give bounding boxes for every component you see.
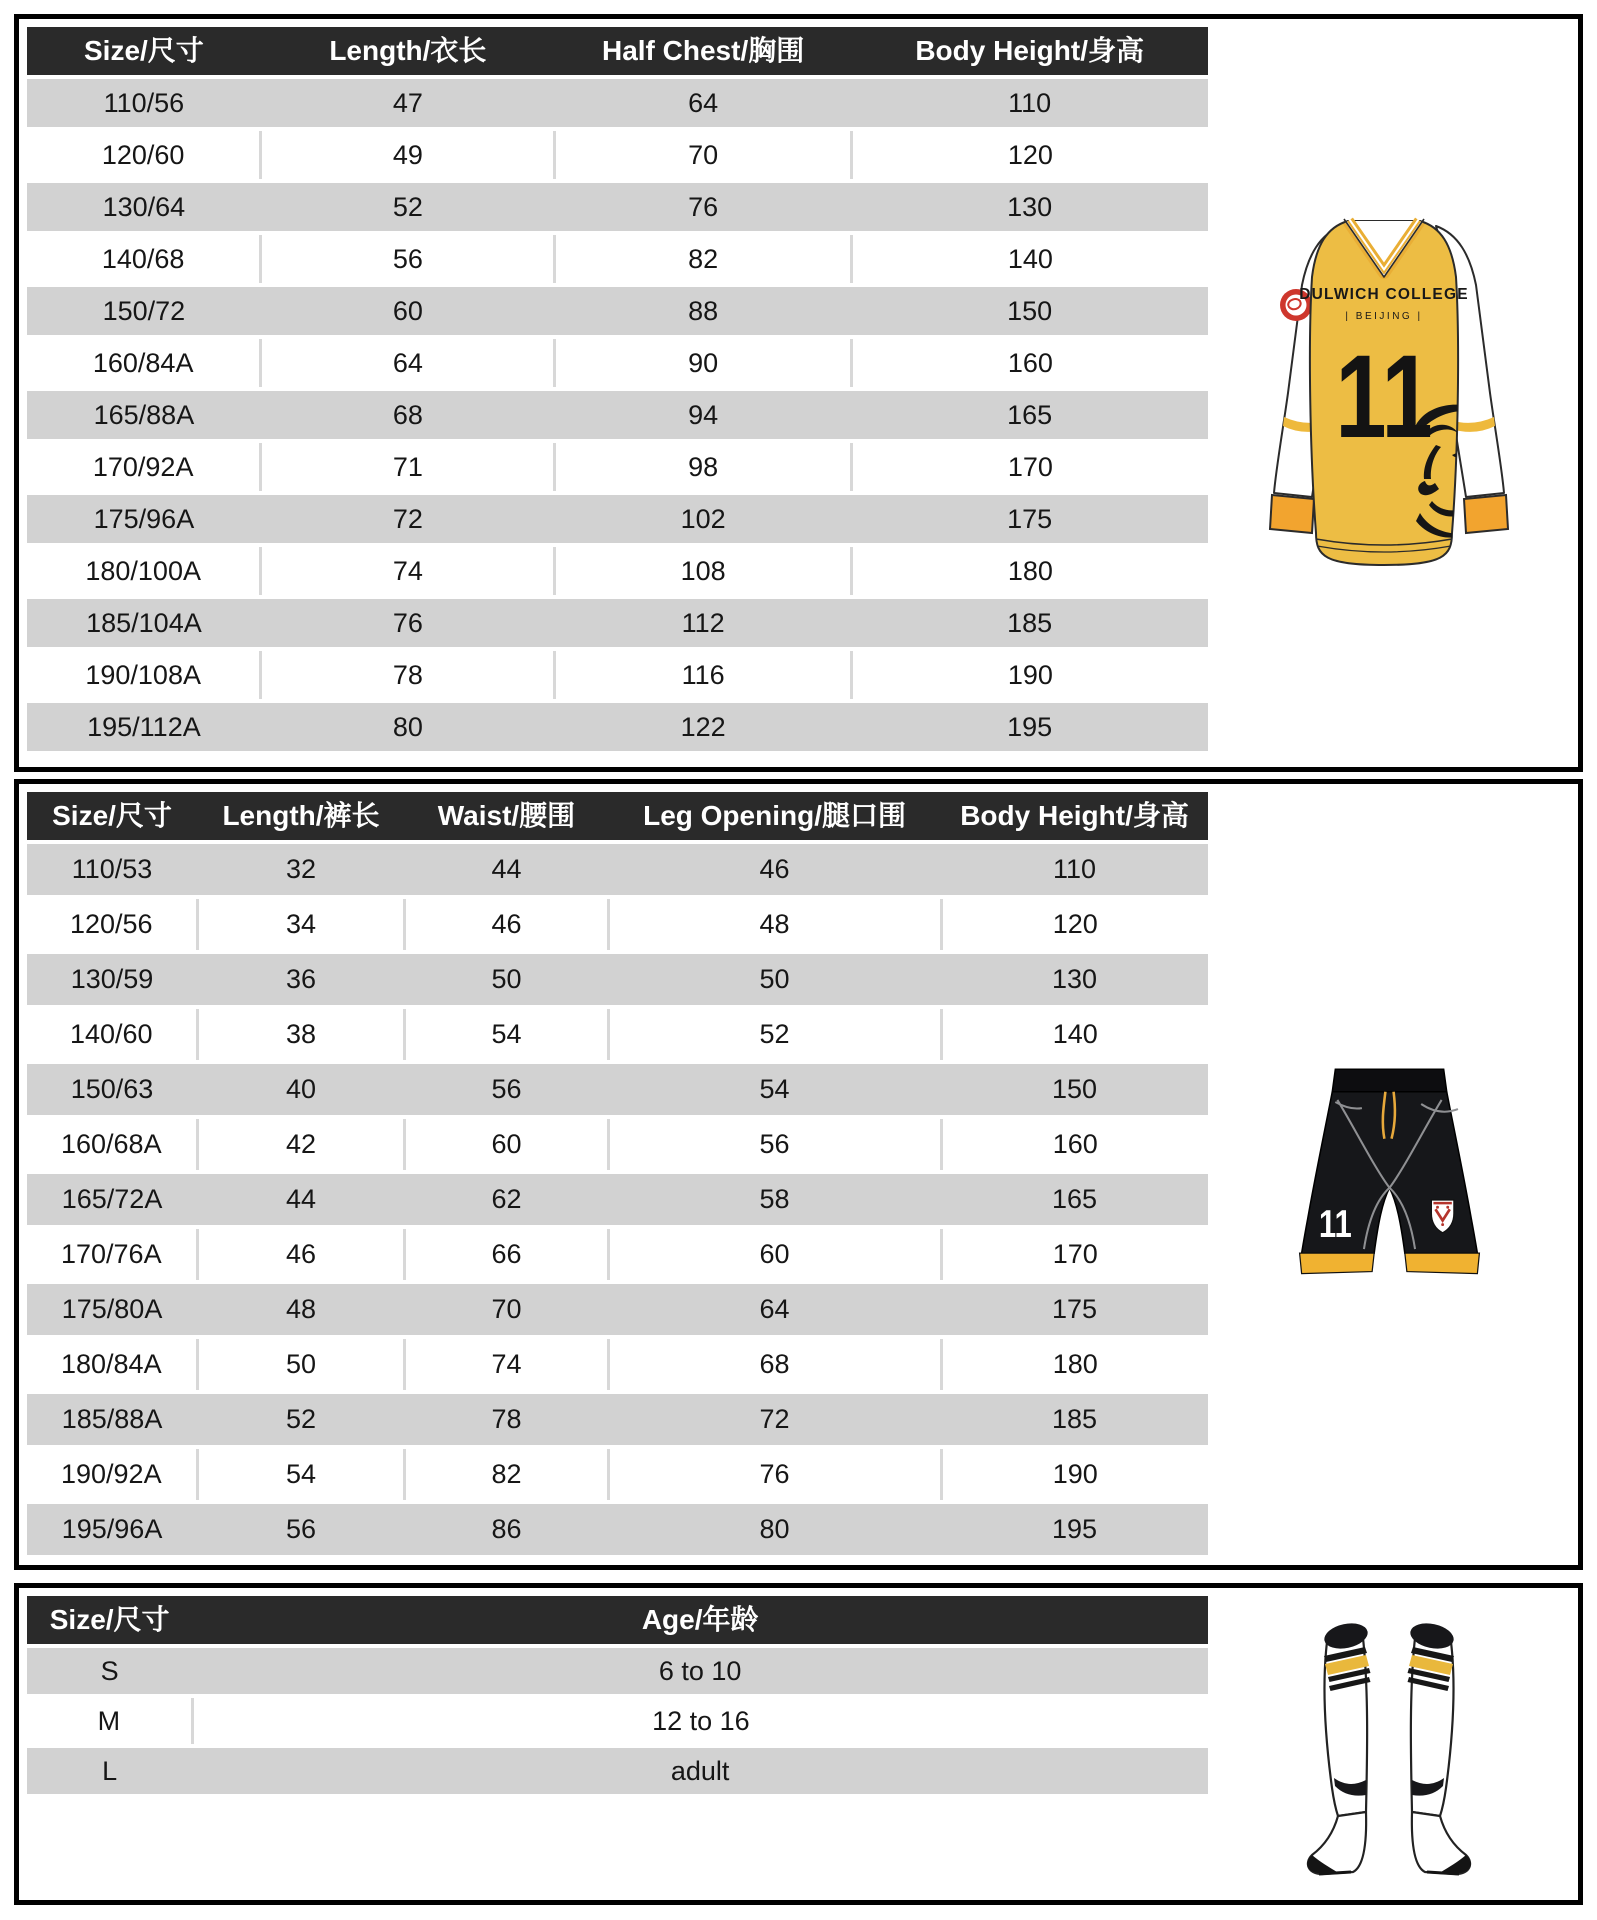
table-cell: 110: [851, 77, 1208, 129]
table-cell: 120/60: [27, 129, 261, 181]
shorts-size-panel: [14, 779, 1583, 1570]
jersey-city-text: | BEIJING |: [1345, 311, 1423, 322]
table-cell: 102: [555, 493, 851, 545]
table-cell: 150: [851, 285, 1208, 337]
table-cell: 175: [941, 1282, 1208, 1337]
table-cell: 46: [405, 897, 608, 952]
table-row: [27, 1117, 1208, 1172]
table-cell: M: [27, 1696, 192, 1746]
table-cell: 160: [941, 1117, 1208, 1172]
jersey-illustration: [1224, 193, 1554, 593]
table-cell: 44: [405, 842, 608, 897]
column-header: Size/尺寸: [27, 27, 261, 77]
shorts-table-wrap: [27, 792, 1208, 1557]
table-cell: 82: [405, 1447, 608, 1502]
table-cell: 56: [261, 233, 555, 285]
table-cell: 68: [261, 389, 555, 441]
table-cell: 71: [261, 441, 555, 493]
jersey-brand-text: DULWICH COLLEGE: [1299, 286, 1469, 303]
table-cell: 130: [941, 952, 1208, 1007]
column-header: Length/衣长: [261, 27, 555, 77]
table-cell: 46: [608, 842, 941, 897]
table-cell: 195/96A: [27, 1502, 197, 1555]
table-row: [27, 1447, 1208, 1502]
sock-right: [1408, 1620, 1471, 1874]
table-cell: 112: [555, 597, 851, 649]
table-row: [27, 337, 1208, 389]
table-cell: 195: [851, 701, 1208, 751]
table-cell: 68: [608, 1337, 941, 1392]
column-header: Size/尺寸: [27, 1596, 192, 1646]
table-cell: 64: [261, 337, 555, 389]
shorts-waistband: [1332, 1069, 1446, 1091]
shorts-number: 11: [1318, 1202, 1352, 1246]
table-cell: 54: [197, 1447, 405, 1502]
table-cell: 46: [197, 1227, 405, 1282]
table-cell: 56: [197, 1502, 405, 1555]
table-cell: 98: [555, 441, 851, 493]
table-row: [27, 1337, 1208, 1392]
table-cell: 165: [851, 389, 1208, 441]
table-cell: 90: [555, 337, 851, 389]
table-cell: 190: [941, 1447, 1208, 1502]
table-cell: 42: [197, 1117, 405, 1172]
table-cell: 120: [851, 129, 1208, 181]
table-cell: 170/92A: [27, 441, 261, 493]
column-header: Size/尺寸: [27, 792, 197, 842]
table-cell: 54: [608, 1062, 941, 1117]
socks-illustration: [1279, 1610, 1499, 1878]
table-cell: 130/64: [27, 181, 261, 233]
table-cell: 64: [608, 1282, 941, 1337]
cuff-right: [1464, 495, 1508, 533]
table-cell: 38: [197, 1007, 405, 1062]
column-header: Length/裤长: [197, 792, 405, 842]
table-cell: 52: [197, 1392, 405, 1447]
sock-left: [1307, 1620, 1370, 1874]
table-cell: 54: [405, 1007, 608, 1062]
table-cell: 150/72: [27, 285, 261, 337]
table-cell: 116: [555, 649, 851, 701]
table-cell: 110/53: [27, 842, 197, 897]
table-row: [27, 77, 1208, 129]
table-cell: 94: [555, 389, 851, 441]
table-cell: 140: [851, 233, 1208, 285]
table-cell: 160: [851, 337, 1208, 389]
table-cell: 130: [851, 181, 1208, 233]
table-cell: 44: [197, 1172, 405, 1227]
table-cell: 80: [261, 701, 555, 751]
table-row: [27, 1502, 1208, 1555]
table-cell: 122: [555, 701, 851, 751]
table-cell: 150: [941, 1062, 1208, 1117]
table-cell: 185/88A: [27, 1392, 197, 1447]
table-cell: 82: [555, 233, 851, 285]
table-cell: 76: [261, 597, 555, 649]
table-cell: 170: [941, 1227, 1208, 1282]
table-row: [27, 842, 1208, 897]
table-cell: 160/68A: [27, 1117, 197, 1172]
table-cell: 48: [608, 897, 941, 952]
table-cell: 50: [608, 952, 941, 1007]
shirt-size-panel: [14, 14, 1583, 772]
hem-left: [1299, 1253, 1374, 1273]
table-row: [27, 493, 1208, 545]
table-cell: 52: [608, 1007, 941, 1062]
table-cell: 48: [197, 1282, 405, 1337]
socks-size-panel: [14, 1583, 1583, 1905]
column-header: Leg Opening/腿口围: [608, 792, 941, 842]
table-cell: 140/60: [27, 1007, 197, 1062]
table-cell: 80: [608, 1502, 941, 1555]
table-cell: 185: [851, 597, 1208, 649]
table-cell: 40: [197, 1062, 405, 1117]
column-header: Body Height/身高: [941, 792, 1208, 842]
column-header: Half Chest/胸围: [555, 27, 851, 77]
table-row: [27, 389, 1208, 441]
table-cell: 185/104A: [27, 597, 261, 649]
table-row: [27, 1007, 1208, 1062]
table-cell: 78: [261, 649, 555, 701]
table-cell: 195/112A: [27, 701, 261, 751]
shorts-illustration: [1272, 1057, 1507, 1292]
table-cell: 76: [555, 181, 851, 233]
column-header: Waist/腰围: [405, 792, 608, 842]
table-cell: 185: [941, 1392, 1208, 1447]
table-row: [27, 701, 1208, 751]
table-cell: 56: [405, 1062, 608, 1117]
table-cell: 175/80A: [27, 1282, 197, 1337]
table-cell: 140: [941, 1007, 1208, 1062]
shorts-table-header: [27, 792, 1208, 842]
table-cell: 12 to 16: [192, 1696, 1208, 1746]
table-row: [27, 545, 1208, 597]
table-cell: 6 to 10: [192, 1646, 1208, 1696]
hem-right: [1404, 1253, 1479, 1273]
table-cell: 165/88A: [27, 389, 261, 441]
table-cell: 195: [941, 1502, 1208, 1555]
socks-size-table: [27, 1596, 1208, 1794]
table-cell: 72: [261, 493, 555, 545]
table-cell: 56: [608, 1117, 941, 1172]
table-row: [27, 597, 1208, 649]
table-cell: 180: [851, 545, 1208, 597]
table-row: [27, 285, 1208, 337]
table-cell: 60: [405, 1117, 608, 1172]
table-cell: 110: [941, 842, 1208, 897]
shirt-table-wrap: [27, 27, 1208, 759]
table-cell: 175/96A: [27, 493, 261, 545]
table-row: [27, 1282, 1208, 1337]
socks-table-wrap: [27, 1596, 1208, 1892]
table-cell: 120: [941, 897, 1208, 952]
table-cell: 108: [555, 545, 851, 597]
table-row: [27, 897, 1208, 952]
table-cell: 58: [608, 1172, 941, 1227]
socks-table-header: [27, 1596, 1208, 1646]
jersey-number: 11: [1335, 331, 1433, 463]
table-cell: 62: [405, 1172, 608, 1227]
table-row: [27, 649, 1208, 701]
shirt-size-table: [27, 27, 1208, 751]
table-cell: 52: [261, 181, 555, 233]
table-row: [27, 1746, 1208, 1794]
table-cell: 66: [405, 1227, 608, 1282]
shorts-figure: [1208, 792, 1570, 1557]
table-cell: 32: [197, 842, 405, 897]
table-cell: 175: [851, 493, 1208, 545]
table-row: [27, 1696, 1208, 1746]
table-cell: 74: [261, 545, 555, 597]
table-cell: 150/63: [27, 1062, 197, 1117]
table-cell: 190/108A: [27, 649, 261, 701]
table-cell: 88: [555, 285, 851, 337]
table-row: [27, 1172, 1208, 1227]
table-cell: 47: [261, 77, 555, 129]
table-row: [27, 129, 1208, 181]
table-row: [27, 441, 1208, 493]
table-cell: 130/59: [27, 952, 197, 1007]
table-cell: 120/56: [27, 897, 197, 952]
table-cell: 165/72A: [27, 1172, 197, 1227]
shorts-size-table: [27, 792, 1208, 1555]
table-cell: 70: [555, 129, 851, 181]
jersey-figure: [1208, 27, 1570, 759]
table-cell: 180: [941, 1337, 1208, 1392]
table-row: [27, 1227, 1208, 1282]
table-row: [27, 1646, 1208, 1696]
table-cell: 50: [197, 1337, 405, 1392]
shirt-table-header: [27, 27, 1208, 77]
table-cell: 190: [851, 649, 1208, 701]
column-header: Age/年龄: [192, 1596, 1208, 1646]
table-row: [27, 952, 1208, 1007]
table-cell: 49: [261, 129, 555, 181]
table-cell: adult: [192, 1746, 1208, 1794]
table-cell: S: [27, 1646, 192, 1696]
table-cell: L: [27, 1746, 192, 1794]
table-cell: 180/84A: [27, 1337, 197, 1392]
table-cell: 60: [261, 285, 555, 337]
table-cell: 110/56: [27, 77, 261, 129]
table-cell: 180/100A: [27, 545, 261, 597]
table-cell: 60: [608, 1227, 941, 1282]
table-cell: 190/92A: [27, 1447, 197, 1502]
table-cell: 170: [851, 441, 1208, 493]
table-cell: 86: [405, 1502, 608, 1555]
table-cell: 34: [197, 897, 405, 952]
table-cell: 36: [197, 952, 405, 1007]
table-cell: 64: [555, 77, 851, 129]
table-row: [27, 181, 1208, 233]
socks-figure: [1208, 1596, 1570, 1892]
table-cell: 78: [405, 1392, 608, 1447]
table-cell: 160/84A: [27, 337, 261, 389]
cuff-left: [1270, 495, 1314, 533]
table-cell: 70: [405, 1282, 608, 1337]
table-cell: 170/76A: [27, 1227, 197, 1282]
table-cell: 72: [608, 1392, 941, 1447]
table-row: [27, 1392, 1208, 1447]
table-cell: 140/68: [27, 233, 261, 285]
table-cell: 74: [405, 1337, 608, 1392]
table-row: [27, 1062, 1208, 1117]
table-cell: 50: [405, 952, 608, 1007]
table-cell: 165: [941, 1172, 1208, 1227]
column-header: Body Height/身高: [851, 27, 1208, 77]
table-cell: 76: [608, 1447, 941, 1502]
table-row: [27, 233, 1208, 285]
